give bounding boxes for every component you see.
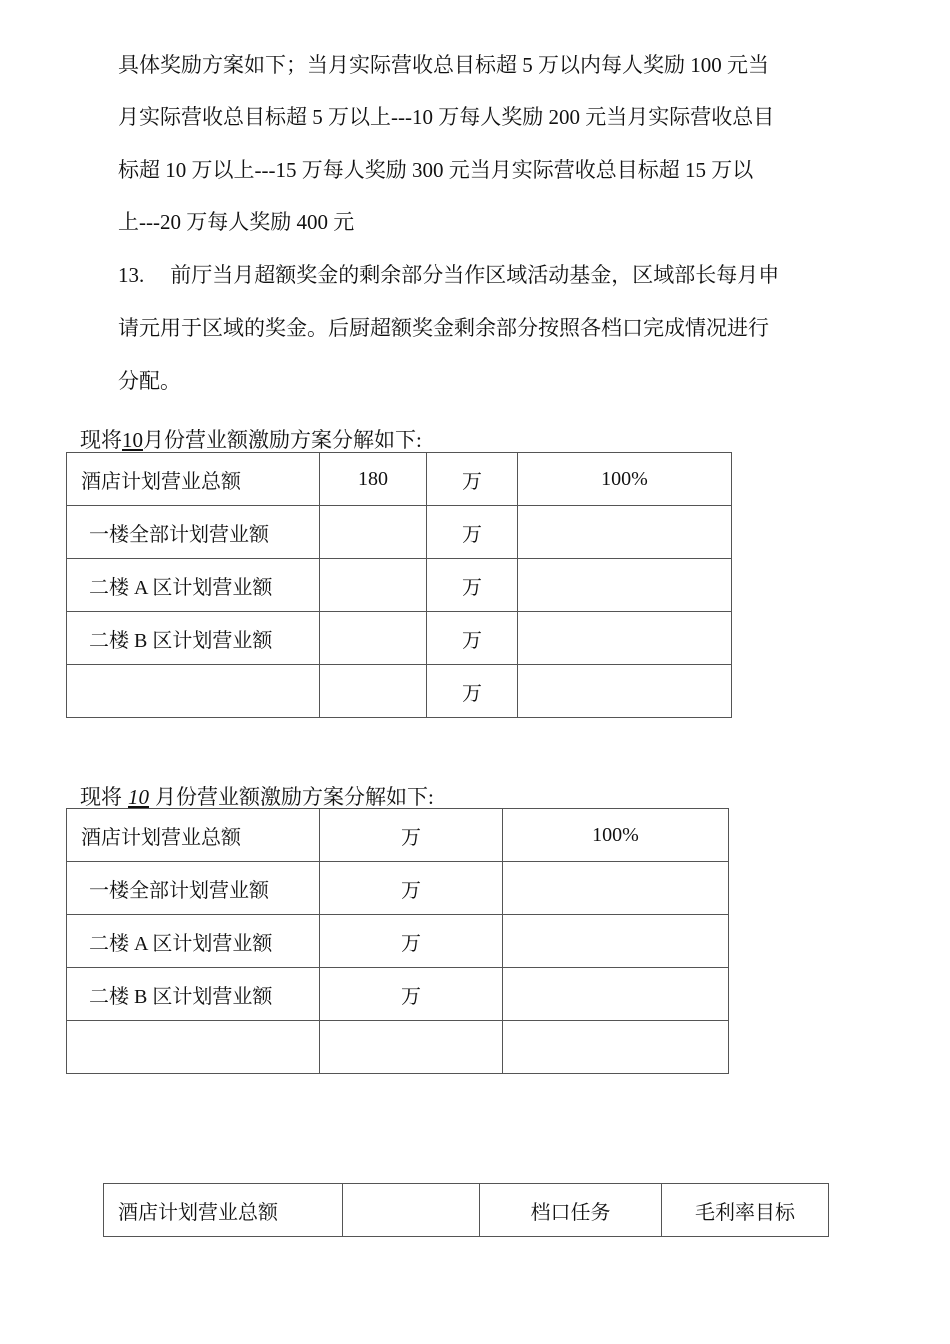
caption-suffix: 月份营业额激励方案分解如下: (155, 785, 434, 809)
row-unit: 万 (320, 862, 503, 915)
caption-prefix: 现将 (80, 428, 122, 452)
caption-month: 10 (122, 428, 143, 452)
row-label: 二楼 B 区计划营业额 (67, 968, 320, 1021)
row-amount: 180 (320, 453, 427, 506)
row-amount (320, 665, 427, 718)
row-unit: 万 (320, 809, 503, 862)
caption-month: 10 (128, 785, 149, 809)
item-13-line-1 (118, 262, 779, 288)
row-percent (518, 506, 732, 559)
row-amount (320, 559, 427, 612)
header-stall-task: 档口任务 (480, 1184, 662, 1237)
table-row (67, 506, 732, 559)
row-unit: 万 (427, 453, 518, 506)
row-label: 一楼全部计划营业额 (67, 862, 320, 915)
row-percent (518, 665, 732, 718)
table-row (67, 665, 732, 718)
row-label: 酒店计划营业总额 (67, 809, 320, 862)
row-label (67, 665, 320, 718)
row-unit: 万 (427, 612, 518, 665)
row-label: 一楼全部计划营业额 (67, 506, 320, 559)
row-label: 酒店计划营业总额 (67, 453, 320, 506)
caption-prefix: 现将 (80, 785, 122, 809)
table-row (67, 453, 732, 506)
row-unit (320, 1021, 503, 1074)
row-percent (518, 612, 732, 665)
row-unit: 万 (320, 915, 503, 968)
row-unit: 万 (320, 968, 503, 1021)
row-label: 二楼 A 区计划营业额 (67, 559, 320, 612)
row-label (67, 1021, 320, 1074)
revenue-table-2 (66, 808, 729, 1074)
row-percent (503, 915, 729, 968)
table-row (67, 1021, 729, 1074)
row-unit: 万 (427, 665, 518, 718)
reward-text-line-1: 具体奖励方案如下；当月实际营收总目标超 5 万以内每人奖励 100 元当 (118, 53, 769, 77)
item-13-line-3: 分配。 (118, 369, 181, 393)
row-percent (503, 968, 729, 1021)
section-1-caption (80, 427, 422, 453)
row-percent (518, 559, 732, 612)
item-13-number: 13. (118, 263, 145, 287)
stall-target-table (103, 1183, 829, 1237)
header-total-plan: 酒店计划营业总额 (104, 1184, 343, 1237)
table-row (67, 915, 729, 968)
row-percent: 100% (503, 809, 729, 862)
table-row (67, 862, 729, 915)
revenue-table-1 (66, 452, 732, 718)
reward-text-line-2: 月实际营收总目标超 5 万以上---10 万每人奖励 200 元当月实际营收总目 (118, 105, 775, 129)
row-unit: 万 (427, 506, 518, 559)
row-label: 二楼 B 区计划营业额 (67, 612, 320, 665)
table-row (67, 809, 729, 862)
row-percent (503, 1021, 729, 1074)
row-amount (320, 612, 427, 665)
header-blank (343, 1184, 480, 1237)
table-row (67, 612, 732, 665)
caption-suffix: 月份营业额激励方案分解如下: (143, 428, 422, 452)
row-label: 二楼 A 区计划营业额 (67, 915, 320, 968)
item-13-line-2: 请元用于区域的奖金。后厨超额奖金剩余部分按照各档口完成情况进行 (118, 316, 769, 340)
table-row (67, 968, 729, 1021)
table-row (104, 1184, 829, 1237)
section-2-caption (80, 784, 434, 810)
row-percent (503, 862, 729, 915)
item-13-text-1: 前厅当月超额奖金的剩余部分当作区域活动基金，区域部长每月申 (170, 263, 780, 287)
reward-text-line-3: 标超 10 万以上---15 万每人奖励 300 元当月实际营收总目标超 15 万以 (118, 158, 754, 182)
reward-text-line-4: 上---20 万每人奖励 400 元 (118, 210, 355, 234)
header-gross-margin-target: 毛利率目标 (662, 1184, 829, 1237)
row-amount (320, 506, 427, 559)
row-percent: 100% (518, 453, 732, 506)
row-unit: 万 (427, 559, 518, 612)
table-row (67, 559, 732, 612)
